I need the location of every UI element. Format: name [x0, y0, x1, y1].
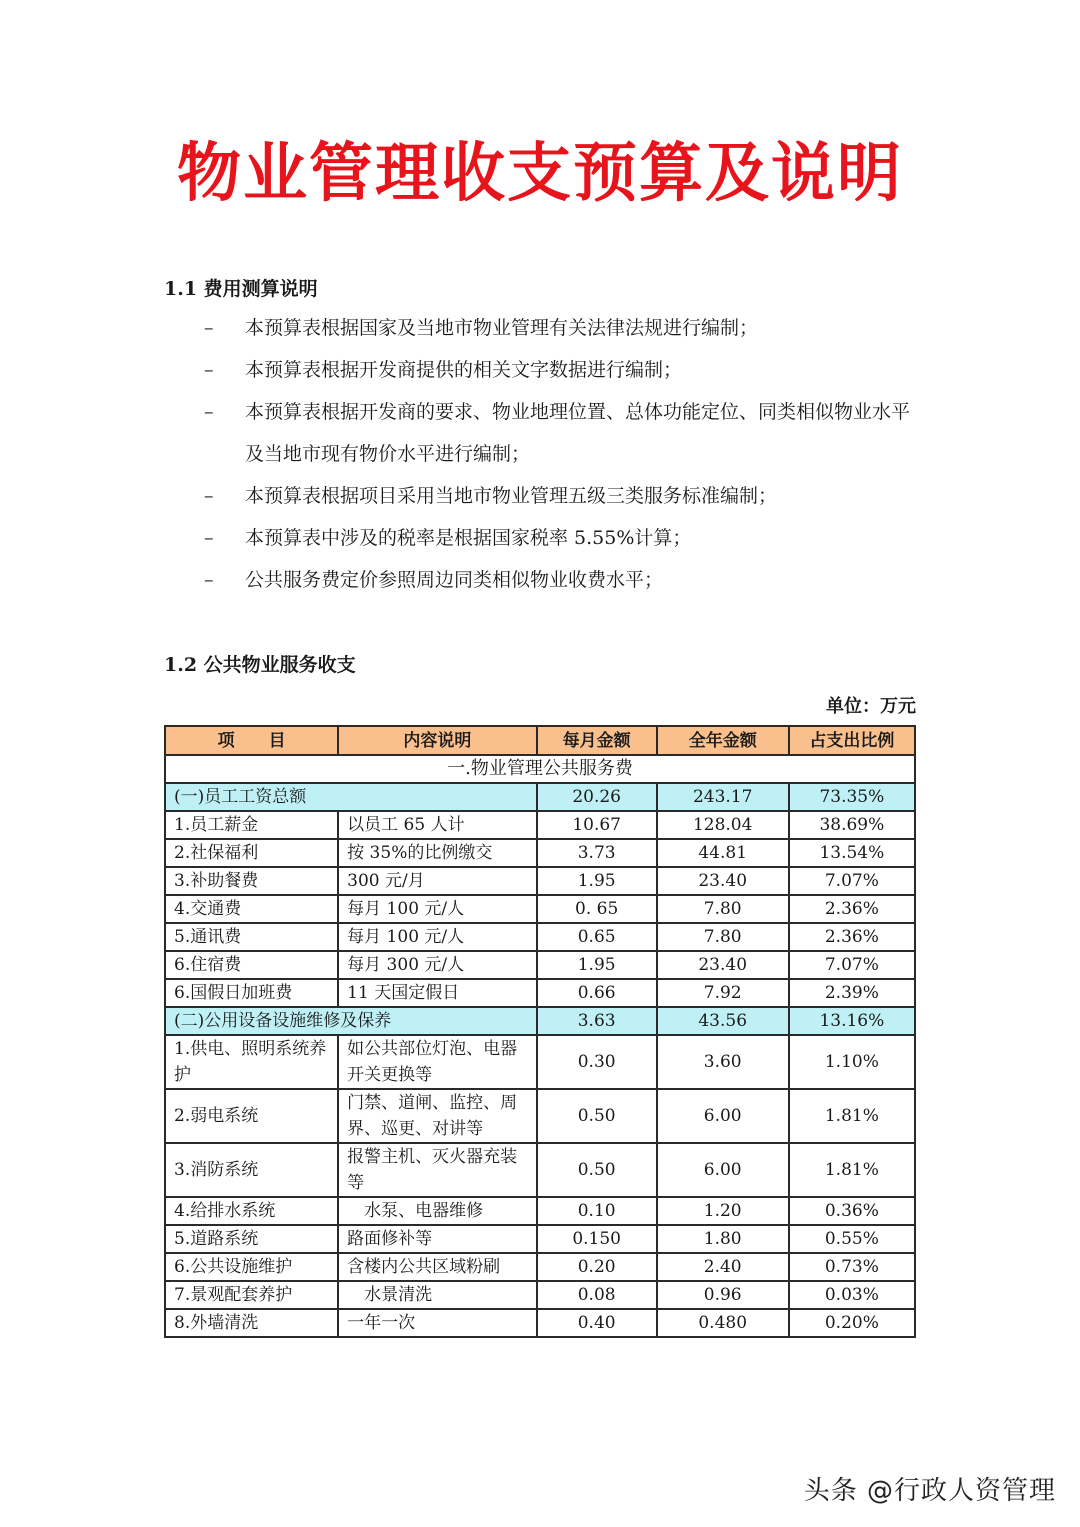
table-row: 3.消防系统 报警主机、灭火器充装等 0.50 6.00 1.81% — [165, 1143, 915, 1197]
table-row: 8.外墙清洗 一年一次 0.40 0.480 0.20% — [165, 1309, 915, 1337]
table-row: 3.补助餐费 300 元/月 1.95 23.40 7.07% — [165, 867, 915, 895]
table-row: 6.国假日加班费 11 天国定假日 0.66 7.92 2.39% — [165, 979, 915, 1007]
dash-bullet-icon: – — [204, 317, 214, 339]
header-desc: 内容说明 — [338, 726, 536, 755]
source-watermark: 头条 @行政人资管理 — [803, 1476, 1056, 1506]
table-row: 1.供电、照明系统养护 如公共部位灯泡、电器开关更换等 0.30 3.60 1.10% — [165, 1035, 915, 1089]
section-heading-cost-notes: 1.1 费用测算说明 — [164, 278, 318, 300]
section-heading-public-service: 1.2 公共物业服务收支 — [164, 654, 356, 676]
dash-bullet-icon: – — [204, 527, 214, 549]
header-monthly: 每月金额 — [537, 726, 657, 755]
dash-bullet-icon: – — [204, 401, 214, 423]
table-row: 6.住宿费 每月 300 元/人 1.95 23.40 7.07% — [165, 951, 915, 979]
table-row: 5.道路系统 路面修补等 0.150 1.80 0.55% — [165, 1225, 915, 1253]
unit-label: 单位：万元 — [826, 696, 916, 717]
section-title-row: 一.物业管理公共服务费 — [165, 755, 915, 783]
list-item: – 本预算表中涉及的税率是根据国家税率 5.55%计算； — [200, 517, 920, 559]
list-item: – 本预算表根据开发商提供的相关文字数据进行编制； — [200, 349, 920, 391]
table-row: 2.弱电系统 门禁、道闸、监控、周界、巡更、对讲等 0.50 6.00 1.81% — [165, 1089, 915, 1143]
header-item: 项 目 — [165, 726, 338, 755]
header-ratio: 占支出比例 — [789, 726, 915, 755]
table-row: 4.给排水系统 水泵、电器维修 0.10 1.20 0.36% — [165, 1197, 915, 1225]
dash-bullet-icon: – — [204, 569, 214, 591]
table-header-row — [165, 726, 915, 755]
page-title: 物业管理收支预算及说明 — [177, 137, 903, 211]
list-item: – 本预算表根据开发商的要求、物业地理位置、总体功能定位、同类相似物业水平及当地市现有物价水平进行编制； — [200, 391, 920, 475]
budget-table — [164, 725, 916, 1338]
dash-bullet-icon: – — [204, 485, 214, 507]
table-row: 1.员工薪金 以员工 65 人计 10.67 128.04 38.69% — [165, 811, 915, 839]
group-row-salary: (一)员工工资总额 20.26 243.17 73.35% — [165, 783, 915, 811]
table-row: 5.通讯费 每月 100 元/人 0.65 7.80 2.36% — [165, 923, 915, 951]
list-item: – 公共服务费定价参照周边同类相似物业收费水平； — [200, 559, 920, 601]
cost-notes-list — [200, 307, 920, 601]
table-row: 7.景观配套养护 水景清洗 0.08 0.96 0.03% — [165, 1281, 915, 1309]
table-row: 2.社保福利 按 35%的比例缴交 3.73 44.81 13.54% — [165, 839, 915, 867]
list-item: – 本预算表根据项目采用当地市物业管理五级三类服务标准编制； — [200, 475, 920, 517]
header-annual: 全年金额 — [657, 726, 789, 755]
table-row: 6.公共设施维护 含楼内公共区域粉刷 0.20 2.40 0.73% — [165, 1253, 915, 1281]
table-row: 4.交通费 每月 100 元/人 0. 65 7.80 2.36% — [165, 895, 915, 923]
list-item: – 本预算表根据国家及当地市物业管理有关法律法规进行编制； — [200, 307, 920, 349]
group-row-maintenance: (二)公用设备设施维修及保养 3.63 43.56 13.16% — [165, 1007, 915, 1035]
dash-bullet-icon: – — [204, 359, 214, 381]
